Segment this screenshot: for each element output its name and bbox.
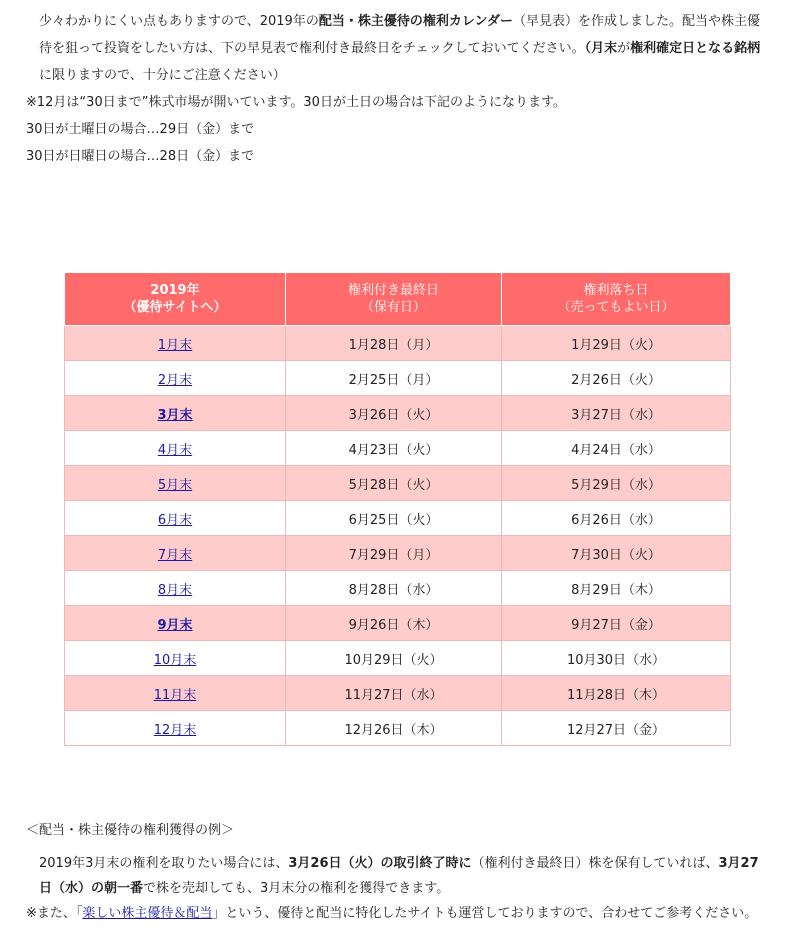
month-link[interactable]: 3月末 [157, 407, 193, 423]
month-link[interactable]: 11月末 [153, 687, 197, 703]
month-cell [65, 676, 286, 711]
last-day-cell: 7月29日（月） [286, 536, 502, 571]
month-cell [65, 641, 286, 676]
header-month: 2019年 （優待サイトへ） [65, 273, 286, 326]
table-row [65, 711, 731, 746]
ex-day-cell: 9月27日（金） [502, 606, 731, 641]
example-paragraph: 2019年3月末の権利を取りたい場合には、3月26日（火）の取引終了時に（権利付き最終日）株を保有していれば、3月27日（水）の朝一番で株を売却しても、3月末分の権利を獲得できます。 [39, 856, 759, 896]
header-ex-day: 権利落ち日 （売ってもよい日） [502, 273, 731, 326]
table-row [65, 536, 731, 571]
last-day-cell: 10月29日（火） [286, 641, 502, 676]
ex-day-cell: 1月29日（火） [502, 326, 731, 361]
table-row [65, 501, 731, 536]
last-day-cell: 6月25日（火） [286, 501, 502, 536]
intro-bold-calendar: 配当・株主優待の権利カレンダー [318, 14, 513, 29]
month-link[interactable]: 6月末 [157, 512, 193, 528]
ex-day-cell: 12月27日（金） [502, 711, 731, 746]
rights-calendar-table [64, 272, 731, 746]
month-link[interactable]: 5月末 [157, 477, 193, 493]
intro-note: ※12月は“30日まで”株式市場が開いています。30日が土日の場合は下記のようになります。 [26, 95, 566, 110]
month-cell [65, 431, 286, 466]
intro-bold-stocks: となる銘柄 [695, 41, 761, 56]
last-day-cell: 1月28日（月） [286, 326, 502, 361]
ex-day-cell: 10月30日（水） [502, 641, 731, 676]
example-note: ※また、「楽しい株主優待＆配当」という、優待と配当に特化したサイトも運営しておりますので、合わせてご参考ください。 [26, 906, 758, 921]
last-day-cell: 11月27日（水） [286, 676, 502, 711]
month-link[interactable]: 10月末 [153, 652, 197, 668]
example-heading: ＜配当・株主優待の権利獲得の例＞ [26, 823, 235, 838]
intro-bold-record-date: 権利確定日 [630, 41, 696, 56]
last-day-cell: 3月26日（火） [286, 396, 502, 431]
table-row [65, 641, 731, 676]
intro-saturday: 30日が土曜日の場合…29日（金）まで [26, 122, 255, 137]
table-row [65, 676, 731, 711]
last-day-cell: 9月26日（木） [286, 606, 502, 641]
site-link[interactable]: 楽しい株主優待＆配当 [82, 906, 213, 921]
table-row [65, 571, 731, 606]
ex-day-cell: 4月24日（水） [502, 431, 731, 466]
table-row [65, 326, 731, 361]
month-cell [65, 466, 286, 501]
last-day-cell: 5月28日（火） [286, 466, 502, 501]
month-link[interactable]: 7月末 [157, 547, 193, 563]
month-link[interactable]: 2月末 [157, 372, 193, 388]
table-row [65, 361, 731, 396]
last-day-cell: 12月26日（木） [286, 711, 502, 746]
month-link[interactable]: 8月末 [157, 582, 193, 598]
month-link[interactable]: 4月末 [157, 442, 193, 458]
ex-day-cell: 6月26日（水） [502, 501, 731, 536]
intro-sunday: 30日が日曜日の場合…28日（金）まで [26, 149, 255, 164]
ex-day-cell: 11月28日（木） [502, 676, 731, 711]
table-row [65, 606, 731, 641]
month-cell [65, 361, 286, 396]
ex-day-cell: 3月27日（水） [502, 396, 731, 431]
table-row [65, 466, 731, 501]
ex-day-cell: 8月29日（木） [502, 571, 731, 606]
example-bold-last-day: 3月26日（火）の取引終了時に [288, 856, 472, 871]
intro-bold-month-end: （月末 [584, 41, 618, 56]
month-cell [65, 396, 286, 431]
month-cell [65, 326, 286, 361]
month-link[interactable]: 9月末 [157, 617, 193, 633]
ex-day-cell: 5月29日（水） [502, 466, 731, 501]
month-cell [65, 501, 286, 536]
month-cell [65, 711, 286, 746]
example-bold-morning: 3月27日（水）の朝一番 [39, 856, 759, 896]
intro-text: に限りますので、十分にご注意ください） [39, 68, 286, 83]
last-day-cell: 4月23日（火） [286, 431, 502, 466]
intro-text: （早見表）を作成しました。配当や株主優待を狙って投資をしたい方は、下の早見表で権利付き最終日をチェックしておいてください。 [39, 14, 760, 56]
example-section [26, 818, 766, 926]
table-row [65, 396, 731, 431]
ex-day-cell: 7月30日（火） [502, 536, 731, 571]
month-link[interactable]: 12月末 [153, 722, 197, 738]
month-cell [65, 536, 286, 571]
table-header-row [65, 273, 731, 326]
intro-text: が [617, 41, 631, 56]
intro-text: 少々わかりにくい点もありますので、2019年の [39, 14, 319, 29]
intro-section [26, 8, 766, 170]
month-cell [65, 571, 286, 606]
header-last-day: 権利付き最終日 （保有日） [286, 273, 502, 326]
month-link[interactable]: 1月末 [157, 337, 193, 353]
table-row [65, 431, 731, 466]
last-day-cell: 8月28日（水） [286, 571, 502, 606]
ex-day-cell: 2月26日（火） [502, 361, 731, 396]
intro-paragraph [26, 8, 766, 89]
month-cell [65, 606, 286, 641]
last-day-cell: 2月25日（月） [286, 361, 502, 396]
